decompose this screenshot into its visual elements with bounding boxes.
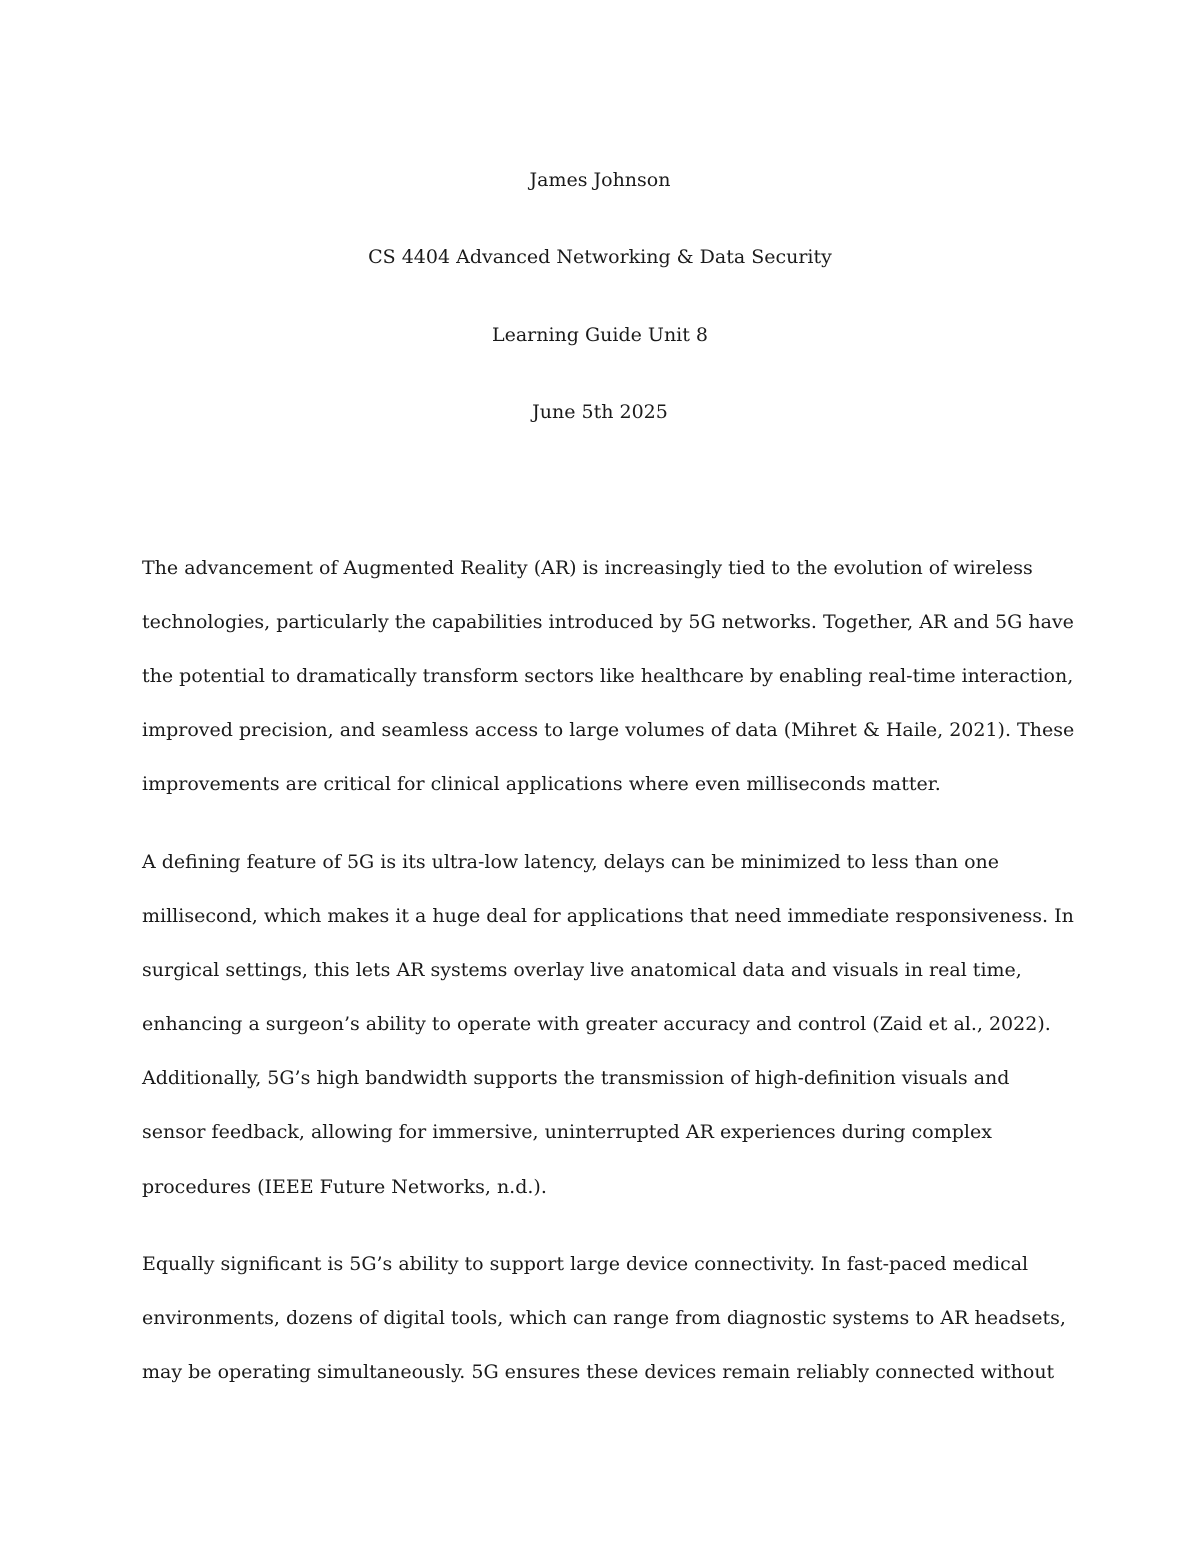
paragraph-line: enhancing a surgeon’s ability to operate with greater accuracy and control (Zaid et al., 2022). [142,1013,1051,1035]
paragraph-line: environments, dozens of digital tools, which can range from diagnostic systems to AR headsets, [142,1307,1066,1329]
paragraph-line: sensor feedback, allowing for immersive, uninterrupted AR experiences during complex [142,1121,992,1143]
document-date: June 5th 2025 [532,401,668,423]
paragraph-line: The advancement of Augmented Reality (AR) is increasingly tied to the evolution of wireless [142,557,1033,579]
paragraph-line: may be operating simultaneously. 5G ensures these devices remain reliably connected without [142,1361,1055,1383]
paragraph-line: Equally significant is 5G’s ability to support large device connectivity. In fast-paced medical [142,1253,1029,1275]
paragraph-line: Additionally, 5G’s high bandwidth supports the transmission of high-definition visuals and [142,1067,1010,1089]
paragraph-line: the potential to dramatically transform sectors like healthcare by enabling real-time interaction, [142,665,1074,687]
paragraph-line: procedures (IEEE Future Networks, n.d.). [142,1176,547,1198]
paragraph-line: A defining feature of 5G is its ultra-low latency, delays can be minimized to less than one [142,851,1000,873]
paragraph-line: improved precision, and seamless access to large volumes of data (Mihret & Haile, 2021). These [142,719,1075,741]
paragraph-line: millisecond, which makes it a huge deal for applications that need immediate responsiveness. In [142,905,1074,927]
paragraph-line: technologies, particularly the capabilities introduced by 5G networks. Together, AR and 5G have [142,611,1074,633]
paragraph-line: improvements are critical for clinical applications where even milliseconds matter. [142,773,941,795]
course-title: CS 4404 Advanced Networking & Data Security [368,246,832,268]
assignment-title: Learning Guide Unit 8 [491,324,709,346]
paragraph-line: surgical settings, this lets AR systems overlay live anatomical data and visuals in real time, [142,959,1022,981]
author-name: James Johnson [529,169,671,191]
